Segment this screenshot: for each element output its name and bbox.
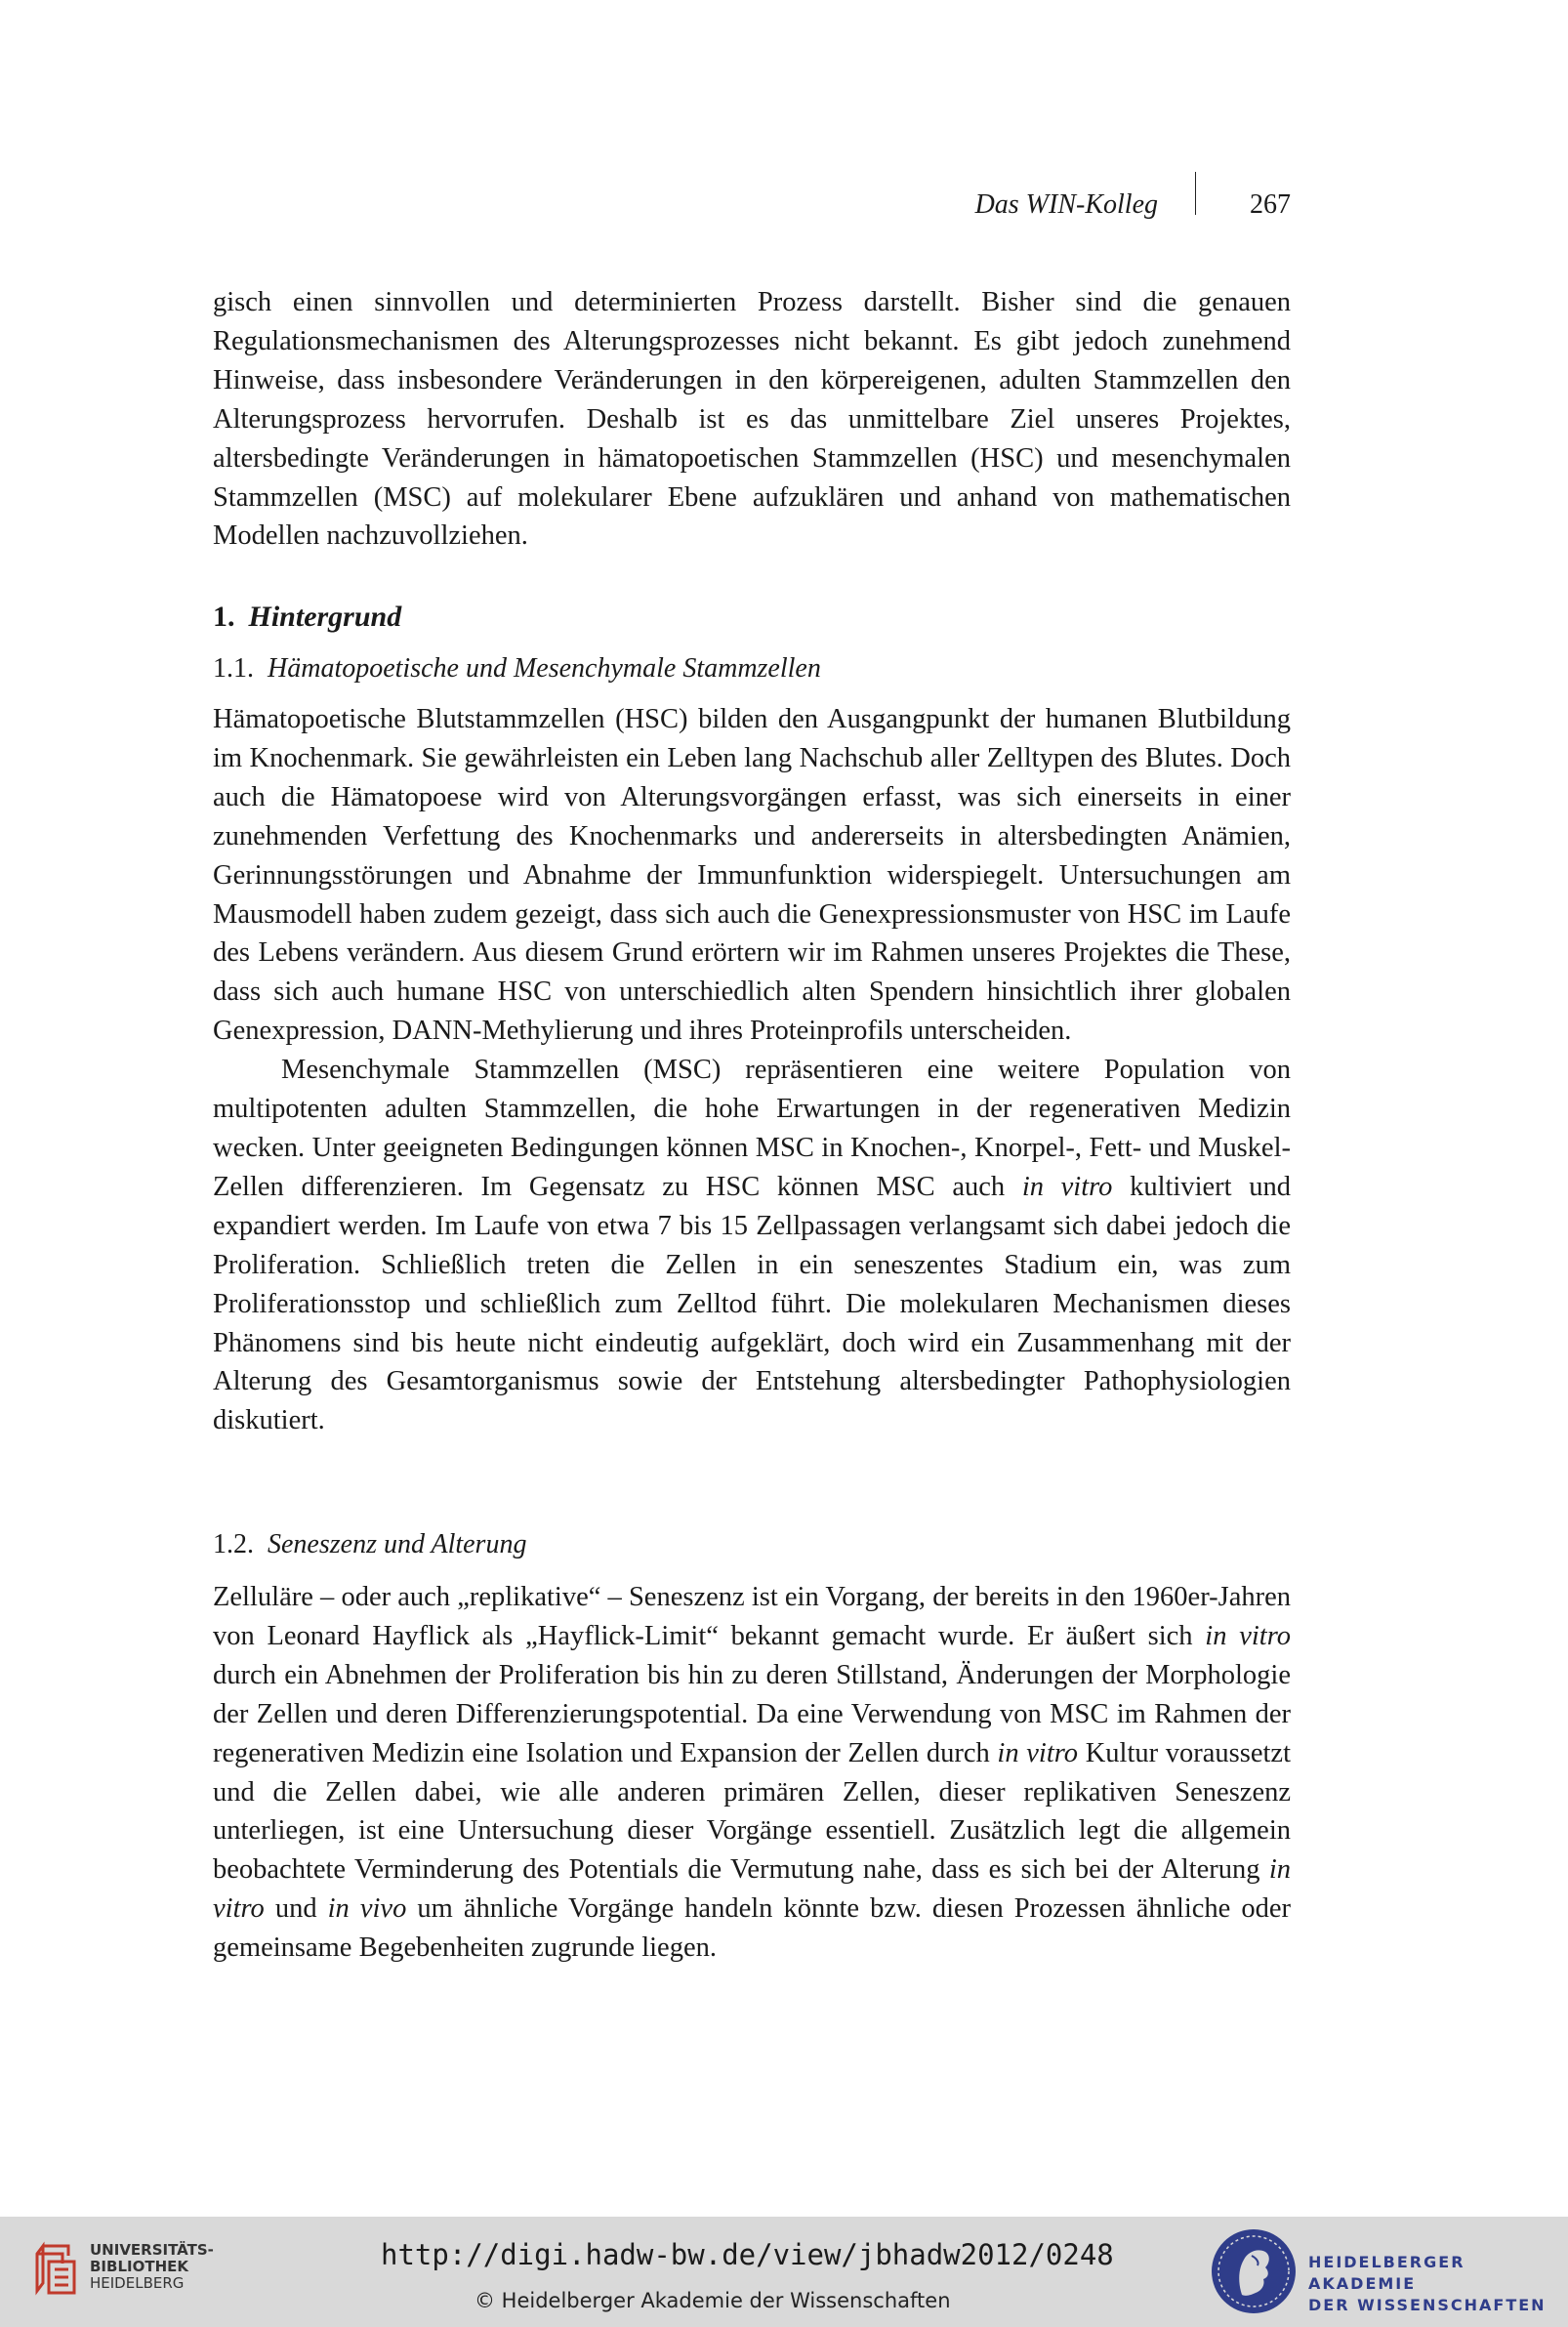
copyright-notice: © Heidelberger Akademie der Wissenschaften [475, 2289, 951, 2312]
permalink-url[interactable]: http://digi.hadw-bw.de/view/jbhadw2012/0248 [381, 2238, 1114, 2271]
page-number: 267 [1250, 189, 1291, 220]
paragraph-seneszenz: Zelluläre – oder auch „replikative“ – Seneszenz ist ein Vorgang, der bereits in den 1960er-Jahren von Leonard Hayflick als „Hayflick-Limit“ bekannt gemacht wurde. Er äußert sich in vitro durch ein Abnehmen der Proliferation bis hin zu deren Stillstand, Änderungen der Morphologie der Zellen und deren Differenzierungspotential. Da eine Verwendung von MSC im Rahmen der regenerativen Medizin eine Isolation und Expansion der Zellen durch in vitro Kultur voraussetzt und die Zellen dabei, wie alle anderen primären Zellen, dieser replikativen Seneszenz unterliegen, ist eine Untersuchung dieser Vorgänge essentiell. Zusätzlich legt die allgemein beobachtete Verminderung des Potentials die Vermutung nahe, dass es sich bei der Alterung in vitro und in vivo um ähnliche Vorgänge handeln könnte bzw. diesen Prozessen ähnliche oder gemeinsame Begebenheiten zugrunde liegen. [213, 1582, 1292, 1964]
subsection-1-1-heading [213, 649, 1291, 688]
ub-heidelberg-name: UNIVERSITÄTS- BIBLIOTHEK HEIDELBERG [90, 2241, 214, 2292]
section-1-heading [213, 598, 1291, 637]
section-title: Hintergrund [248, 601, 402, 633]
subsection-1-2-body [213, 1578, 1291, 1968]
hadw-name: HEIDELBERGER AKADEMIE DER WISSENSCHAFTEN [1308, 2253, 1547, 2314]
running-head [937, 186, 1291, 229]
paragraph-hsc: Hämatopoetische Blutstammzellen (HSC) bilden den Ausgangpunkt der humanen Blutbildung im Knochenmark. Sie gewährleisten ein Leben lang Nachschub aller Zelltypen des Blutes. Doch auch die Hämatopoese wird von Alterungsvorgängen erfasst, was sich einerseits in einer zunehmenden Verfettung des Knochenmarks und andererseits in altersbedingten Anämien, Gerinnungsstörungen und Abnahme der Immunfunktion widerspiegelt. Untersuchungen am Mausmodell haben zudem gezeigt, dass sich auch die Genexpressionsmuster von HSC im Laufe des Lebens verändern. Aus diesem Grund erörtern wir im Rahmen unseres Projektes die These, dass sich auch humane HSC von unterschiedlich alten Spendern hinsichtlich ihrer globalen Genexpression, DANN-Methylierung und ihres Proteinprofils unterscheiden. [213, 704, 1291, 1047]
ub-heidelberg-logo-icon [29, 2238, 86, 2299]
running-head-divider [1195, 172, 1196, 215]
running-head-title: Das WIN-Kolleg [974, 189, 1158, 220]
digitization-footer [0, 2217, 1568, 2327]
subsection-title: Seneszenz und Alterung [268, 1529, 527, 1559]
subsection-number: 1.1. [213, 653, 254, 684]
section-number: 1. [213, 601, 235, 633]
subsection-1-2-heading [213, 1525, 1291, 1564]
intro-block [213, 283, 1291, 556]
hadw-seal-icon [1209, 2226, 1299, 2316]
subsection-title: Hämatopoetische und Mesenchymale Stammzellen [268, 653, 821, 684]
subsection-number: 1.2. [213, 1529, 254, 1559]
intro-paragraph: gisch einen sinnvollen und determinierten Prozess darstellt. Bisher sind die genauen Regulationsmechanismen des Alterungsprozesses nicht bekannt. Es gibt jedoch zunehmend Hinweise, dass insbesondere Veränderungen in den körpereigenen, adulten Stammzellen den Alterungsprozess hervorrufen. Deshalb ist es das unmittelbare Ziel unseres Projektes, altersbedingte Veränderungen in hämatopoetischen Stammzellen (HSC) und mesenchymalen Stammzellen (MSC) auf molekularer Ebene aufzuklären und anhand von mathematischen Modellen nachzuvollziehen. [213, 287, 1291, 552]
subsection-1-1-body [213, 700, 1291, 1440]
paragraph-msc: Mesenchymale Stammzellen (MSC) repräsentieren eine weitere Population von multipotenten adulten Stammzellen, die hohe Erwartungen in der regenerativen Medizin wecken. Unter geeigneten Bedingungen können MSC in Knochen-, Knorpel-, Fett- und Muskel-Zellen differenzieren. Im Gegensatz zu HSC können MSC auch in vitro kultiviert und expandiert werden. Im Laufe von etwa 7 bis 15 Zellpassagen verlangsamt sich dabei jedoch die Proliferation. Schließlich treten die Zellen in ein seneszentes Stadium ein, was zum Proliferationsstop und schließlich zum Zelltod führt. Die molekularen Mechanismen dieses Phänomens sind bis heute nicht eindeutig aufgeklärt, doch wird ein Zusammenhang mit der Alterung des Gesamtorganismus sowie der Entstehung altersbedingter Pathophysiologien diskutiert. [213, 1055, 1291, 1436]
